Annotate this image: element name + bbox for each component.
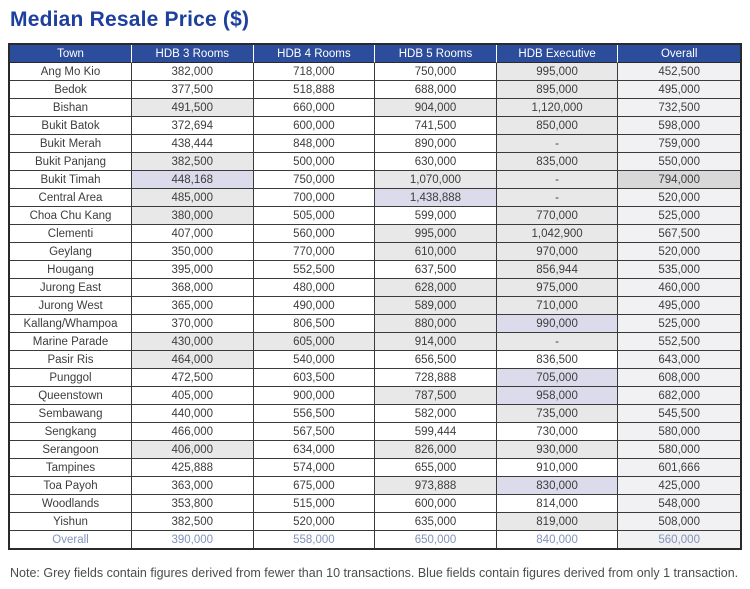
overall-value-cell: 840,000 [497,531,619,548]
value-cell: 970,000 [497,243,619,261]
value-cell: 880,000 [375,315,497,333]
value-cell: 890,000 [375,135,497,153]
value-cell: 485,000 [132,189,254,207]
value-cell: 582,000 [375,405,497,423]
table-row [10,441,740,459]
table-row [10,459,740,477]
value-cell: 370,000 [132,315,254,333]
value-cell: 628,000 [375,279,497,297]
value-cell: 350,000 [132,243,254,261]
value-cell: 848,000 [254,135,376,153]
value-cell: 603,500 [254,369,376,387]
table-row [10,495,740,513]
town-cell: Bukit Merah [10,135,132,153]
value-cell: 682,000 [618,387,740,405]
table-row [10,171,740,189]
value-cell: 1,120,000 [497,99,619,117]
value-cell: 995,000 [497,63,619,81]
town-cell: Jurong West [10,297,132,315]
value-cell: 770,000 [497,207,619,225]
value-cell: 580,000 [618,423,740,441]
value-cell: - [497,135,619,153]
value-cell: 574,000 [254,459,376,477]
table-row [10,135,740,153]
value-cell: 730,000 [497,423,619,441]
value-cell: 710,000 [497,297,619,315]
value-cell: 600,000 [375,495,497,513]
value-cell: 930,000 [497,441,619,459]
value-cell: 601,666 [618,459,740,477]
value-cell: 567,500 [618,225,740,243]
table-row [10,333,740,351]
value-cell: 382,500 [132,513,254,531]
value-cell: 634,000 [254,441,376,459]
value-cell: 480,000 [254,279,376,297]
value-cell: 353,800 [132,495,254,513]
value-cell: 599,000 [375,207,497,225]
town-cell: Serangoon [10,441,132,459]
value-cell: 655,000 [375,459,497,477]
value-cell: 505,000 [254,207,376,225]
value-cell: 440,000 [132,405,254,423]
value-cell: 560,000 [254,225,376,243]
table-row [10,405,740,423]
value-cell: 835,000 [497,153,619,171]
table-row [10,243,740,261]
value-cell: 630,000 [375,153,497,171]
value-cell: 425,000 [618,477,740,495]
value-cell: 688,000 [375,81,497,99]
value-cell: 705,000 [497,369,619,387]
value-cell: 975,000 [497,279,619,297]
column-header: Town [10,45,132,63]
value-cell: 567,500 [254,423,376,441]
value-cell: 914,000 [375,333,497,351]
value-cell: 540,000 [254,351,376,369]
value-cell: 438,444 [132,135,254,153]
town-cell: Bedok [10,81,132,99]
table-row [10,279,740,297]
value-cell: 589,000 [375,297,497,315]
value-cell: 660,000 [254,99,376,117]
value-cell: 794,000 [618,171,740,189]
value-cell: 973,888 [375,477,497,495]
value-cell: - [497,171,619,189]
value-cell: 425,888 [132,459,254,477]
value-cell: 448,168 [132,171,254,189]
overall-value-cell: 558,000 [254,531,376,548]
value-cell: 675,000 [254,477,376,495]
value-cell: 580,000 [618,441,740,459]
value-cell: 635,000 [375,513,497,531]
value-cell: 598,000 [618,117,740,135]
value-cell: 700,000 [254,189,376,207]
header-row [10,45,740,63]
value-cell: 741,500 [375,117,497,135]
value-cell: 452,500 [618,63,740,81]
value-cell: 836,500 [497,351,619,369]
value-cell: 643,000 [618,351,740,369]
value-cell: 552,500 [618,333,740,351]
town-cell: Woodlands [10,495,132,513]
overall-value-cell: 650,000 [375,531,497,548]
town-cell: Yishun [10,513,132,531]
value-cell: 732,500 [618,99,740,117]
value-cell: 850,000 [497,117,619,135]
overall-label-cell: Overall [10,531,132,548]
value-cell: 525,000 [618,315,740,333]
value-cell: - [497,333,619,351]
town-cell: Kallang/Whampoa [10,315,132,333]
value-cell: 472,500 [132,369,254,387]
value-cell: 728,888 [375,369,497,387]
value-cell: - [497,189,619,207]
value-cell: 995,000 [375,225,497,243]
value-cell: 405,000 [132,387,254,405]
table-row [10,351,740,369]
value-cell: 545,500 [618,405,740,423]
town-cell: Queenstown [10,387,132,405]
value-cell: 490,000 [254,297,376,315]
resale-price-table [8,43,742,550]
value-cell: 407,000 [132,225,254,243]
table-row [10,315,740,333]
value-cell: 515,000 [254,495,376,513]
value-cell: 495,000 [618,81,740,99]
value-cell: 495,000 [618,297,740,315]
value-cell: 814,000 [497,495,619,513]
column-header: HDB 5 Rooms [375,45,497,63]
value-cell: 895,000 [497,81,619,99]
value-cell: 552,500 [254,261,376,279]
value-cell: 599,444 [375,423,497,441]
column-header: HDB Executive [497,45,619,63]
table-row [10,189,740,207]
value-cell: 380,000 [132,207,254,225]
table-row [10,207,740,225]
table-row [10,63,740,81]
value-cell: 520,000 [618,243,740,261]
value-cell: 406,000 [132,441,254,459]
value-cell: 718,000 [254,63,376,81]
value-cell: 826,000 [375,441,497,459]
value-cell: 910,000 [497,459,619,477]
town-cell: Jurong East [10,279,132,297]
value-cell: 856,944 [497,261,619,279]
column-header: Overall [618,45,740,63]
value-cell: 1,070,000 [375,171,497,189]
value-cell: 525,000 [618,207,740,225]
value-cell: 363,000 [132,477,254,495]
value-cell: 520,000 [254,513,376,531]
value-cell: 395,000 [132,261,254,279]
town-cell: Bukit Batok [10,117,132,135]
value-cell: 430,000 [132,333,254,351]
value-cell: 958,000 [497,387,619,405]
value-cell: 382,000 [132,63,254,81]
value-cell: 759,000 [618,135,740,153]
overall-row [10,531,740,548]
value-cell: 806,500 [254,315,376,333]
overall-value-cell: 390,000 [132,531,254,548]
value-cell: 605,000 [254,333,376,351]
town-cell: Ang Mo Kio [10,63,132,81]
town-cell: Clementi [10,225,132,243]
value-cell: 830,000 [497,477,619,495]
value-cell: 990,000 [497,315,619,333]
value-cell: 377,500 [132,81,254,99]
table-row [10,81,740,99]
value-cell: 382,500 [132,153,254,171]
town-cell: Punggol [10,369,132,387]
value-cell: 365,000 [132,297,254,315]
town-cell: Hougang [10,261,132,279]
table-row [10,225,740,243]
town-cell: Sengkang [10,423,132,441]
footnote: Note: Grey fields contain figures derived from fewer than 10 transactions. Blue fields contain figures derived from only 1 transaction. [10,566,739,580]
town-cell: Marine Parade [10,333,132,351]
value-cell: 535,000 [618,261,740,279]
column-header: HDB 3 Rooms [132,45,254,63]
table-row [10,297,740,315]
value-cell: 750,000 [375,63,497,81]
value-cell: 466,000 [132,423,254,441]
value-cell: 608,000 [618,369,740,387]
page-title: Median Resale Price ($) [10,8,250,31]
table-row [10,117,740,135]
table-row [10,369,740,387]
value-cell: 750,000 [254,171,376,189]
town-cell: Geylang [10,243,132,261]
value-cell: 500,000 [254,153,376,171]
value-cell: 770,000 [254,243,376,261]
table-row [10,99,740,117]
value-cell: 1,042,900 [497,225,619,243]
column-header: HDB 4 Rooms [254,45,376,63]
town-cell: Tampines [10,459,132,477]
table-head [10,45,740,63]
value-cell: 460,000 [618,279,740,297]
value-cell: 1,438,888 [375,189,497,207]
table-body [10,63,740,548]
value-cell: 508,000 [618,513,740,531]
value-cell: 550,000 [618,153,740,171]
town-cell: Bukit Timah [10,171,132,189]
town-cell: Pasir Ris [10,351,132,369]
table-row [10,153,740,171]
town-cell: Bukit Panjang [10,153,132,171]
value-cell: 464,000 [132,351,254,369]
value-cell: 819,000 [497,513,619,531]
value-cell: 900,000 [254,387,376,405]
table-row [10,477,740,495]
table-row [10,423,740,441]
town-cell: Central Area [10,189,132,207]
value-cell: 368,000 [132,279,254,297]
value-cell: 600,000 [254,117,376,135]
value-cell: 637,500 [375,261,497,279]
value-cell: 548,000 [618,495,740,513]
value-cell: 656,500 [375,351,497,369]
town-cell: Sembawang [10,405,132,423]
value-cell: 520,000 [618,189,740,207]
value-cell: 556,500 [254,405,376,423]
value-cell: 904,000 [375,99,497,117]
value-cell: 787,500 [375,387,497,405]
table-row [10,261,740,279]
town-cell: Bishan [10,99,132,117]
table-row [10,387,740,405]
town-cell: Choa Chu Kang [10,207,132,225]
value-cell: 518,888 [254,81,376,99]
table-row [10,513,740,531]
value-cell: 372,694 [132,117,254,135]
town-cell: Toa Payoh [10,477,132,495]
value-cell: 610,000 [375,243,497,261]
value-cell: 491,500 [132,99,254,117]
overall-value-cell: 560,000 [618,531,740,548]
value-cell: 735,000 [497,405,619,423]
